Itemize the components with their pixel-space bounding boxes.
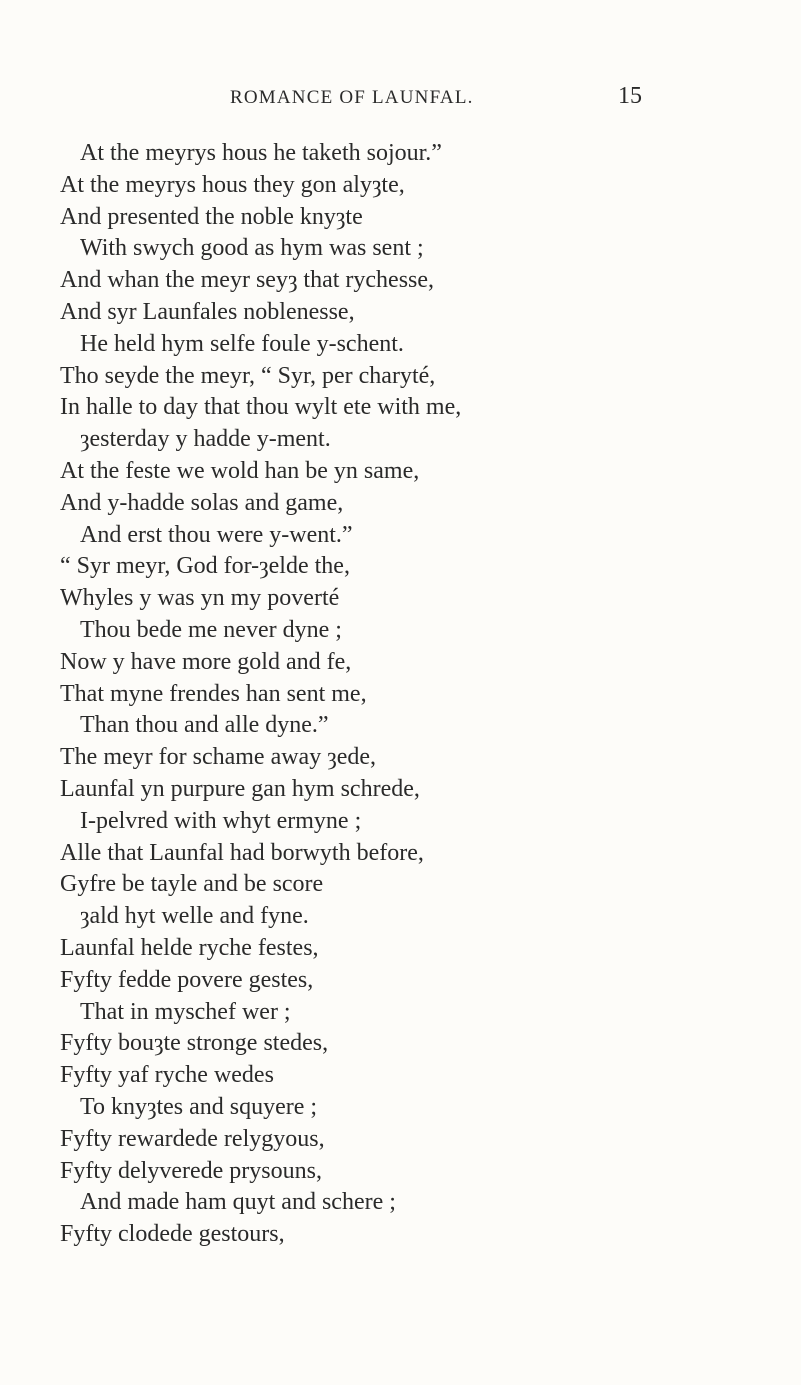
verse-line: And whan the meyr seyȝ that rychesse, [60, 267, 435, 294]
verse-line: Than thou and alle dyne.” [80, 712, 329, 739]
verse-line: And made ham quyt and schere ; [80, 1189, 396, 1216]
verse-line: With swych good as hym was sent ; [80, 235, 424, 262]
verse-line: Launfal helde ryche festes, [60, 934, 319, 961]
running-title: ROMANCE OF LAUNFAL. [230, 87, 474, 108]
verse-line: Tho seyde the meyr, “ Syr, per charyté, [60, 362, 436, 389]
verse-line: Launfal yn purpure gan hym schrede, [60, 775, 420, 802]
poem-body [60, 138, 780, 1251]
verse-line: In halle to day that thou wylt ete with me, [60, 394, 462, 421]
verse-line: Fyfty bouȝte stronge stedes, [60, 1030, 329, 1057]
verse-line: Thou bede me never dyne ; [80, 616, 342, 643]
verse-line: Gyfre be tayle and be score [60, 871, 324, 898]
verse-line: That myne frendes han sent me, [60, 680, 367, 707]
verse-line: To knyȝtes and squyere ; [80, 1093, 318, 1120]
verse-line: And syr Launfales noblenesse, [60, 298, 355, 325]
verse-line: And erst thou were y-went.” [80, 521, 353, 548]
verse-line: And presented the noble knyȝte [60, 203, 363, 230]
verse-line: Now y have more gold and fe, [60, 648, 352, 675]
verse-line: ȝald hyt welle and fyne. [80, 903, 309, 930]
verse-line: And y-hadde solas and game, [60, 489, 344, 516]
verse-line: Alle that Launfal had borwyth before, [60, 839, 424, 866]
verse-line: ȝesterday y hadde y-ment. [80, 426, 331, 453]
verse-line: At the meyrys hous he taketh sojour.” [80, 140, 442, 166]
verse-line: “ Syr meyr, God for-ȝelde the, [60, 553, 350, 580]
verse-line: Fyfty fedde povere gestes, [60, 966, 314, 993]
verse-line: Fyfty delyverede prysouns, [60, 1157, 322, 1184]
page-number: 15 [618, 83, 642, 109]
verse-line: He held hym selfe foule y-schent. [80, 330, 404, 357]
verse-line: I-pelvred with whyt ermyne ; [80, 807, 362, 834]
verse-line: At the meyrys hous they gon alyȝte, [60, 171, 405, 198]
verse-line: At the feste we wold han be yn same, [60, 457, 420, 484]
verse-line: Whyles y was yn my poverté [60, 585, 340, 612]
verse-line: Fyfty rewardede relygyous, [60, 1125, 325, 1152]
verse-line: Fyfty clodede gestours, [60, 1221, 285, 1248]
running-header [0, 83, 801, 117]
verse-line: The meyr for schame away ȝede, [60, 744, 376, 771]
verse-line: Fyfty yaf ryche wedes [60, 1062, 274, 1089]
verse-line: That in myschef wer ; [80, 998, 291, 1025]
